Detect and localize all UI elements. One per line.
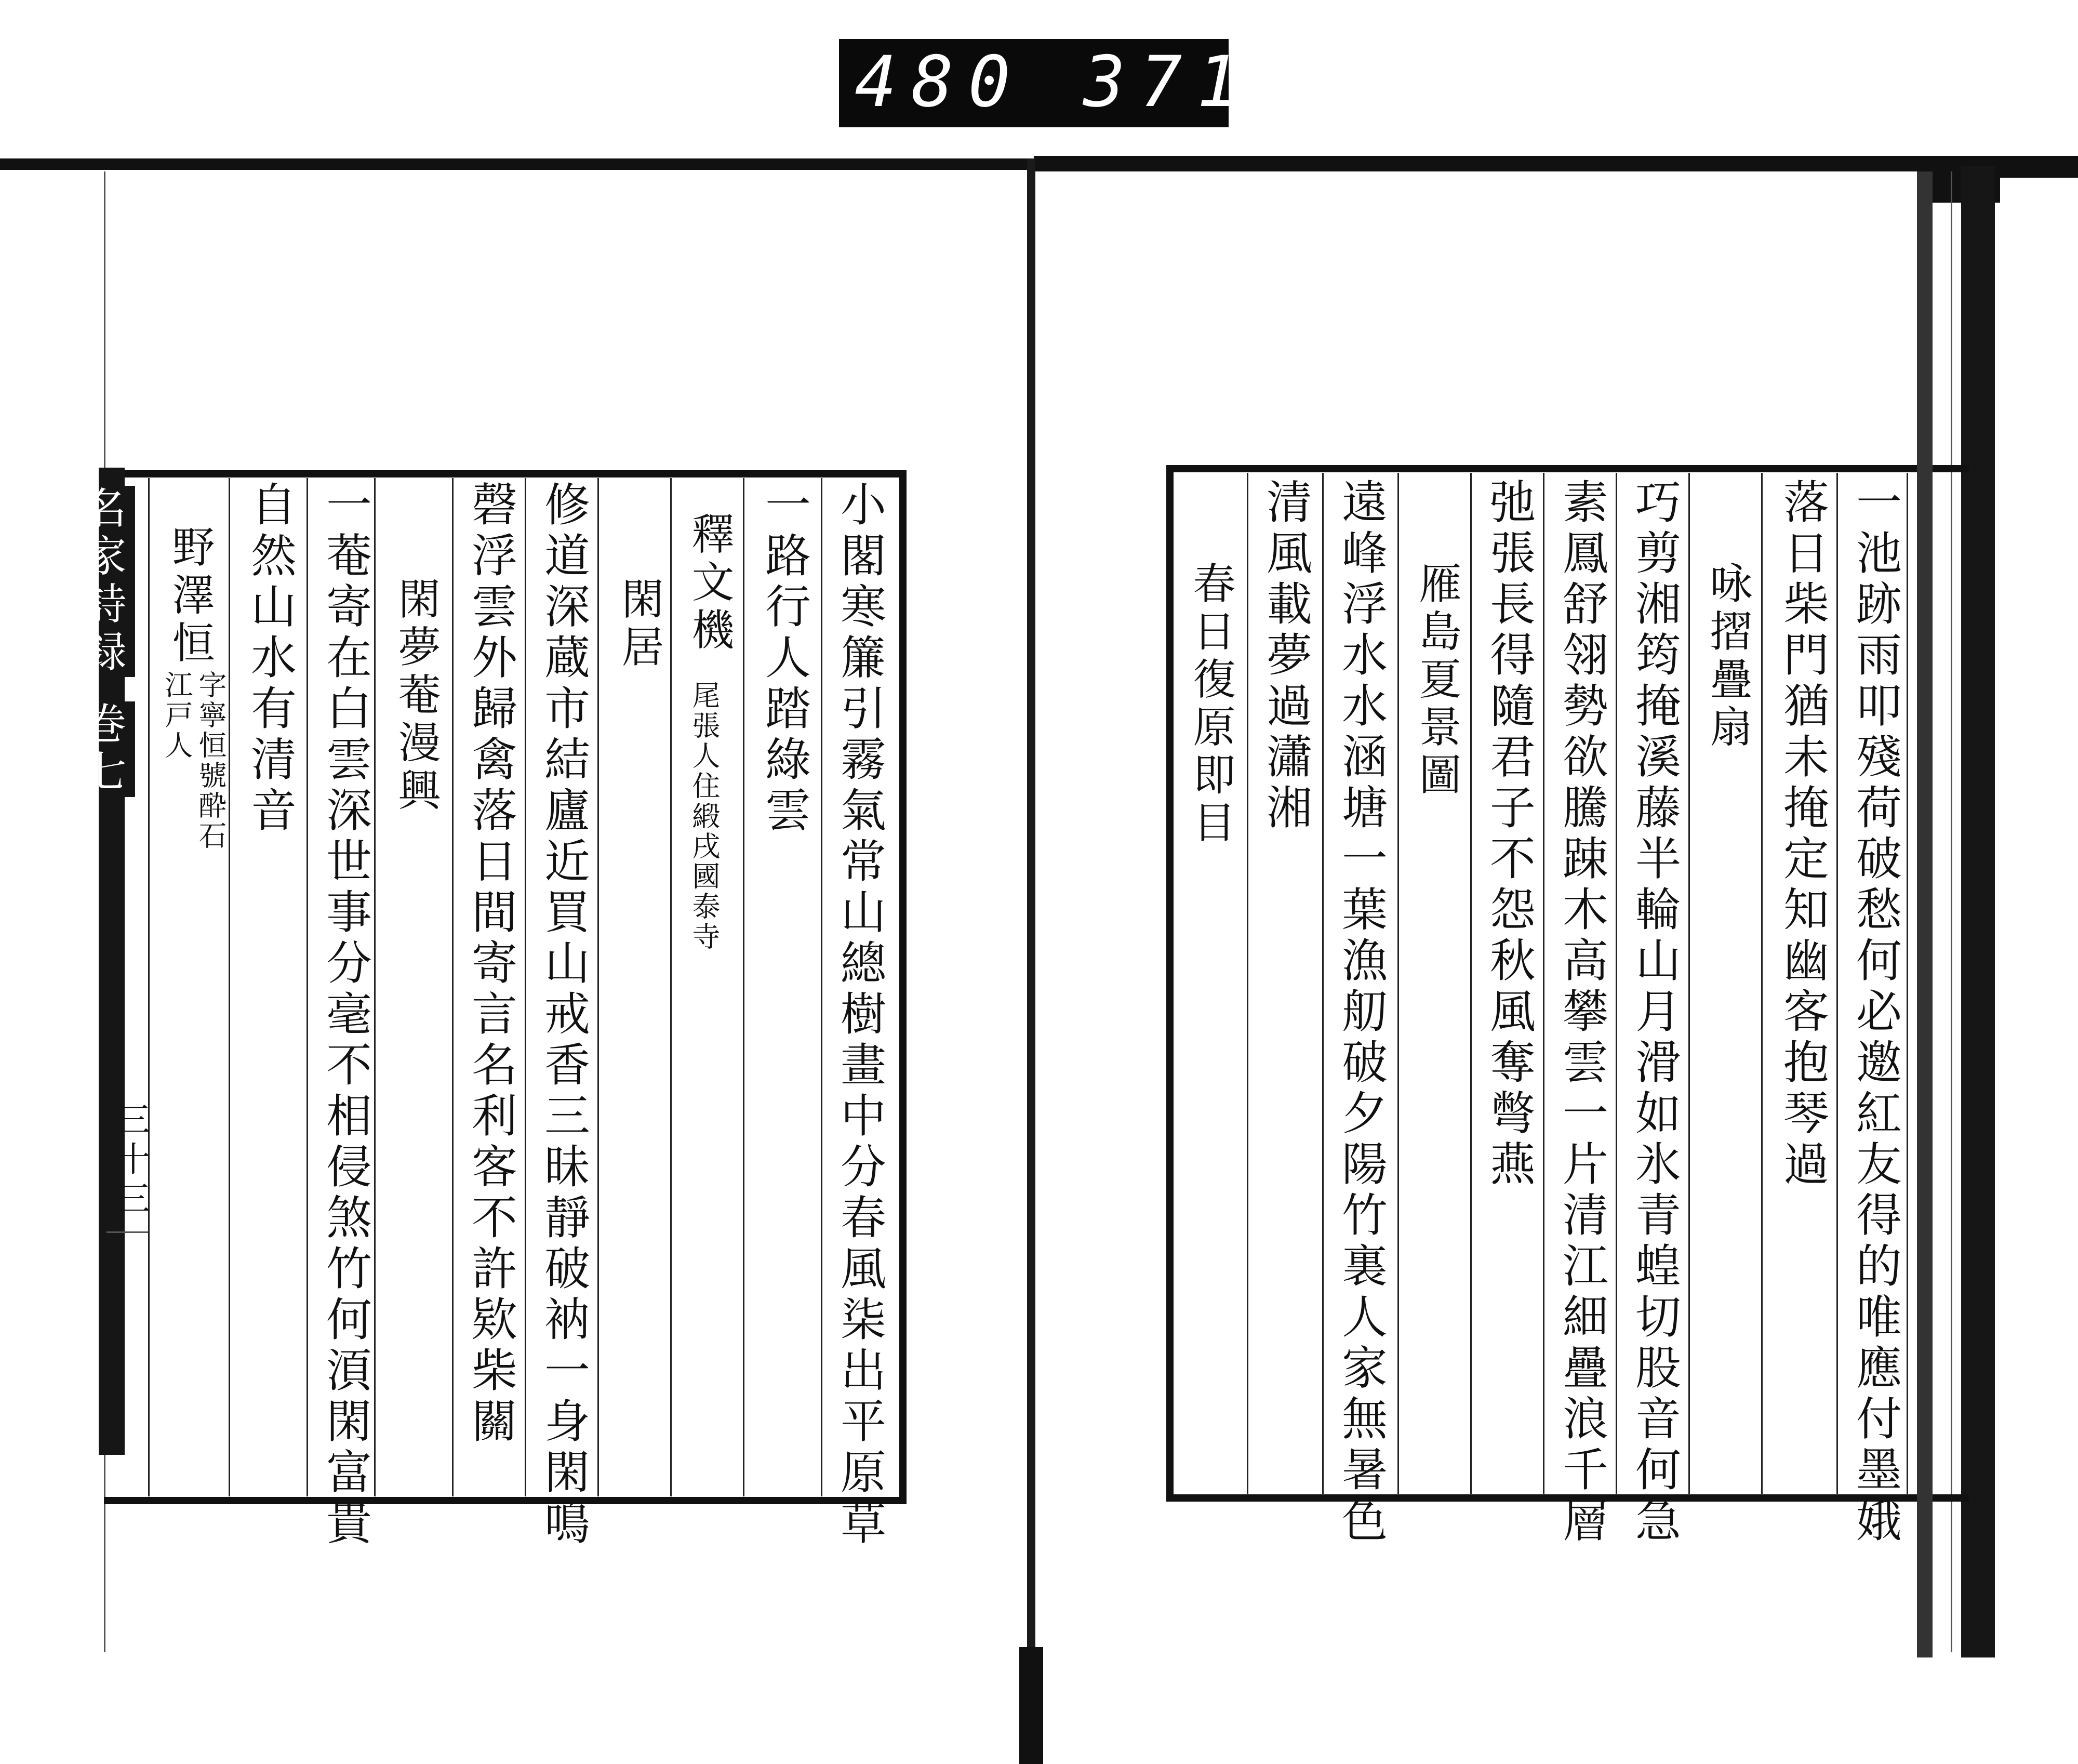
text-column: 巧剪湘筠掩溪藤半輪山月滑如氷青蝗切股音何急	[1628, 478, 1682, 1547]
column-rule	[1543, 473, 1544, 1494]
column-rule	[229, 478, 230, 1496]
poem-title: 閑居	[615, 577, 664, 672]
text-column: 一菴寄在白雲深世事分毫不相侵煞竹何湏閑富貴	[319, 481, 372, 1550]
column-rule	[148, 478, 150, 1496]
author-name: 釋文機	[685, 512, 734, 655]
page-number: 三十三	[110, 1102, 150, 1220]
column-rule	[1761, 473, 1763, 1494]
column-rule	[743, 478, 744, 1496]
top-edge-left	[0, 158, 1031, 170]
column-rule	[597, 478, 599, 1496]
author-note: 字寧恒號酔石	[194, 670, 227, 851]
text-column: 自然山水有清音	[244, 481, 297, 837]
text-column: 清風載夢過瀟湘	[1259, 478, 1313, 834]
page-number-rule	[106, 1231, 148, 1233]
text-column: 一池跡雨叩殘荷破愁何必邀紅友得的唯應付墨娥	[1849, 478, 1902, 1547]
column-rule	[307, 478, 308, 1496]
frame-number-right: 371.	[1083, 41, 1311, 123]
author-note: 江戸人	[161, 670, 193, 761]
text-column: 遠峰浮水水涵塘一葉漁舠破夕陽竹裏人家無暑色	[1335, 478, 1388, 1547]
author-name: 野澤恒	[165, 525, 215, 668]
column-rule	[1397, 473, 1399, 1494]
text-column: 磬浮雲外歸禽落日間寄言名利客不許欵柴關	[464, 481, 518, 1448]
text-column: 弛張長得隨君子不怨秋風奪彆燕	[1483, 478, 1536, 1191]
right-edge-strip	[1917, 171, 1933, 1657]
spine-foot	[1019, 1647, 1043, 1764]
column-rule	[1616, 473, 1617, 1494]
column-rule	[1688, 473, 1690, 1494]
text-column: 修道深蔵市結廬近買山戒香三昧靜破衲一身閑鳴	[537, 481, 591, 1550]
text-column: 落日柴門猶未掩定知幽客抱琴過	[1776, 478, 1830, 1191]
text-column: 小閣寒簾引霧氣常山總樹畫中分春風柒出平原草	[833, 481, 887, 1550]
right-inner-bar	[1995, 171, 2078, 178]
poem-title: 雁島夏景圖	[1412, 561, 1461, 800]
column-rule	[452, 478, 454, 1496]
frame-counter	[839, 39, 1311, 127]
poem-title: 春日復原即目	[1186, 561, 1235, 848]
frame-number-left: 480	[855, 41, 1025, 123]
column-rule	[1836, 473, 1838, 1494]
left-edge-volume: 巻七	[99, 701, 135, 797]
column-rule	[1470, 473, 1472, 1494]
poem-title: 咏摺疊扇	[1703, 561, 1752, 752]
column-rule	[1247, 473, 1248, 1494]
column-rule	[525, 478, 526, 1496]
column-rule	[1322, 473, 1324, 1494]
column-rule	[821, 478, 822, 1496]
author-note: 尾張人住緞戌國泰寺	[688, 681, 721, 952]
book-spine	[1027, 158, 1035, 1764]
left-edge-title: 名家詩録	[99, 486, 135, 677]
text-column: 一路行人踏綠雲	[758, 481, 811, 837]
text-column: 素鳳舒翎勢欲騰踈木高攀雲一片清江細疊浪千層	[1555, 478, 1609, 1547]
poem-title: 閑夢菴漫興	[391, 577, 441, 816]
